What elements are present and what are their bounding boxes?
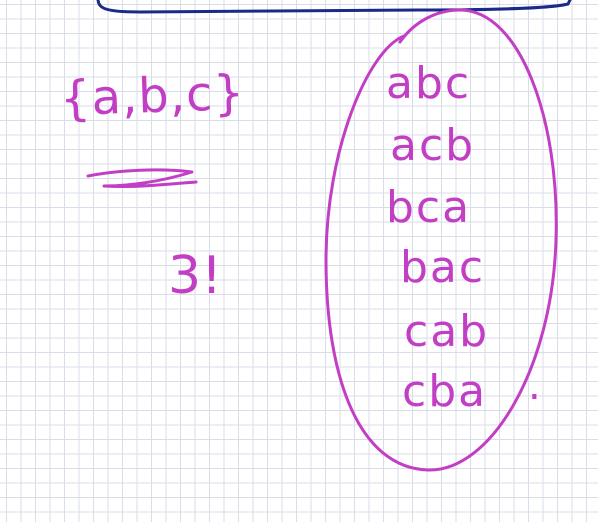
- permutation-item: bac: [400, 242, 486, 293]
- top-box-border: [98, 0, 570, 12]
- factorial-value: 3!: [168, 246, 222, 306]
- permutation-item: acb: [390, 120, 476, 171]
- permutation-item: cba: [402, 366, 488, 417]
- permutation-item: abc: [386, 58, 472, 109]
- set-notation: {a,b,c}: [59, 64, 246, 128]
- trailing-dot: .: [528, 363, 541, 409]
- permutation-item: bca: [386, 182, 472, 233]
- set-double-underline: [88, 170, 196, 187]
- permutation-item: cab: [404, 306, 490, 357]
